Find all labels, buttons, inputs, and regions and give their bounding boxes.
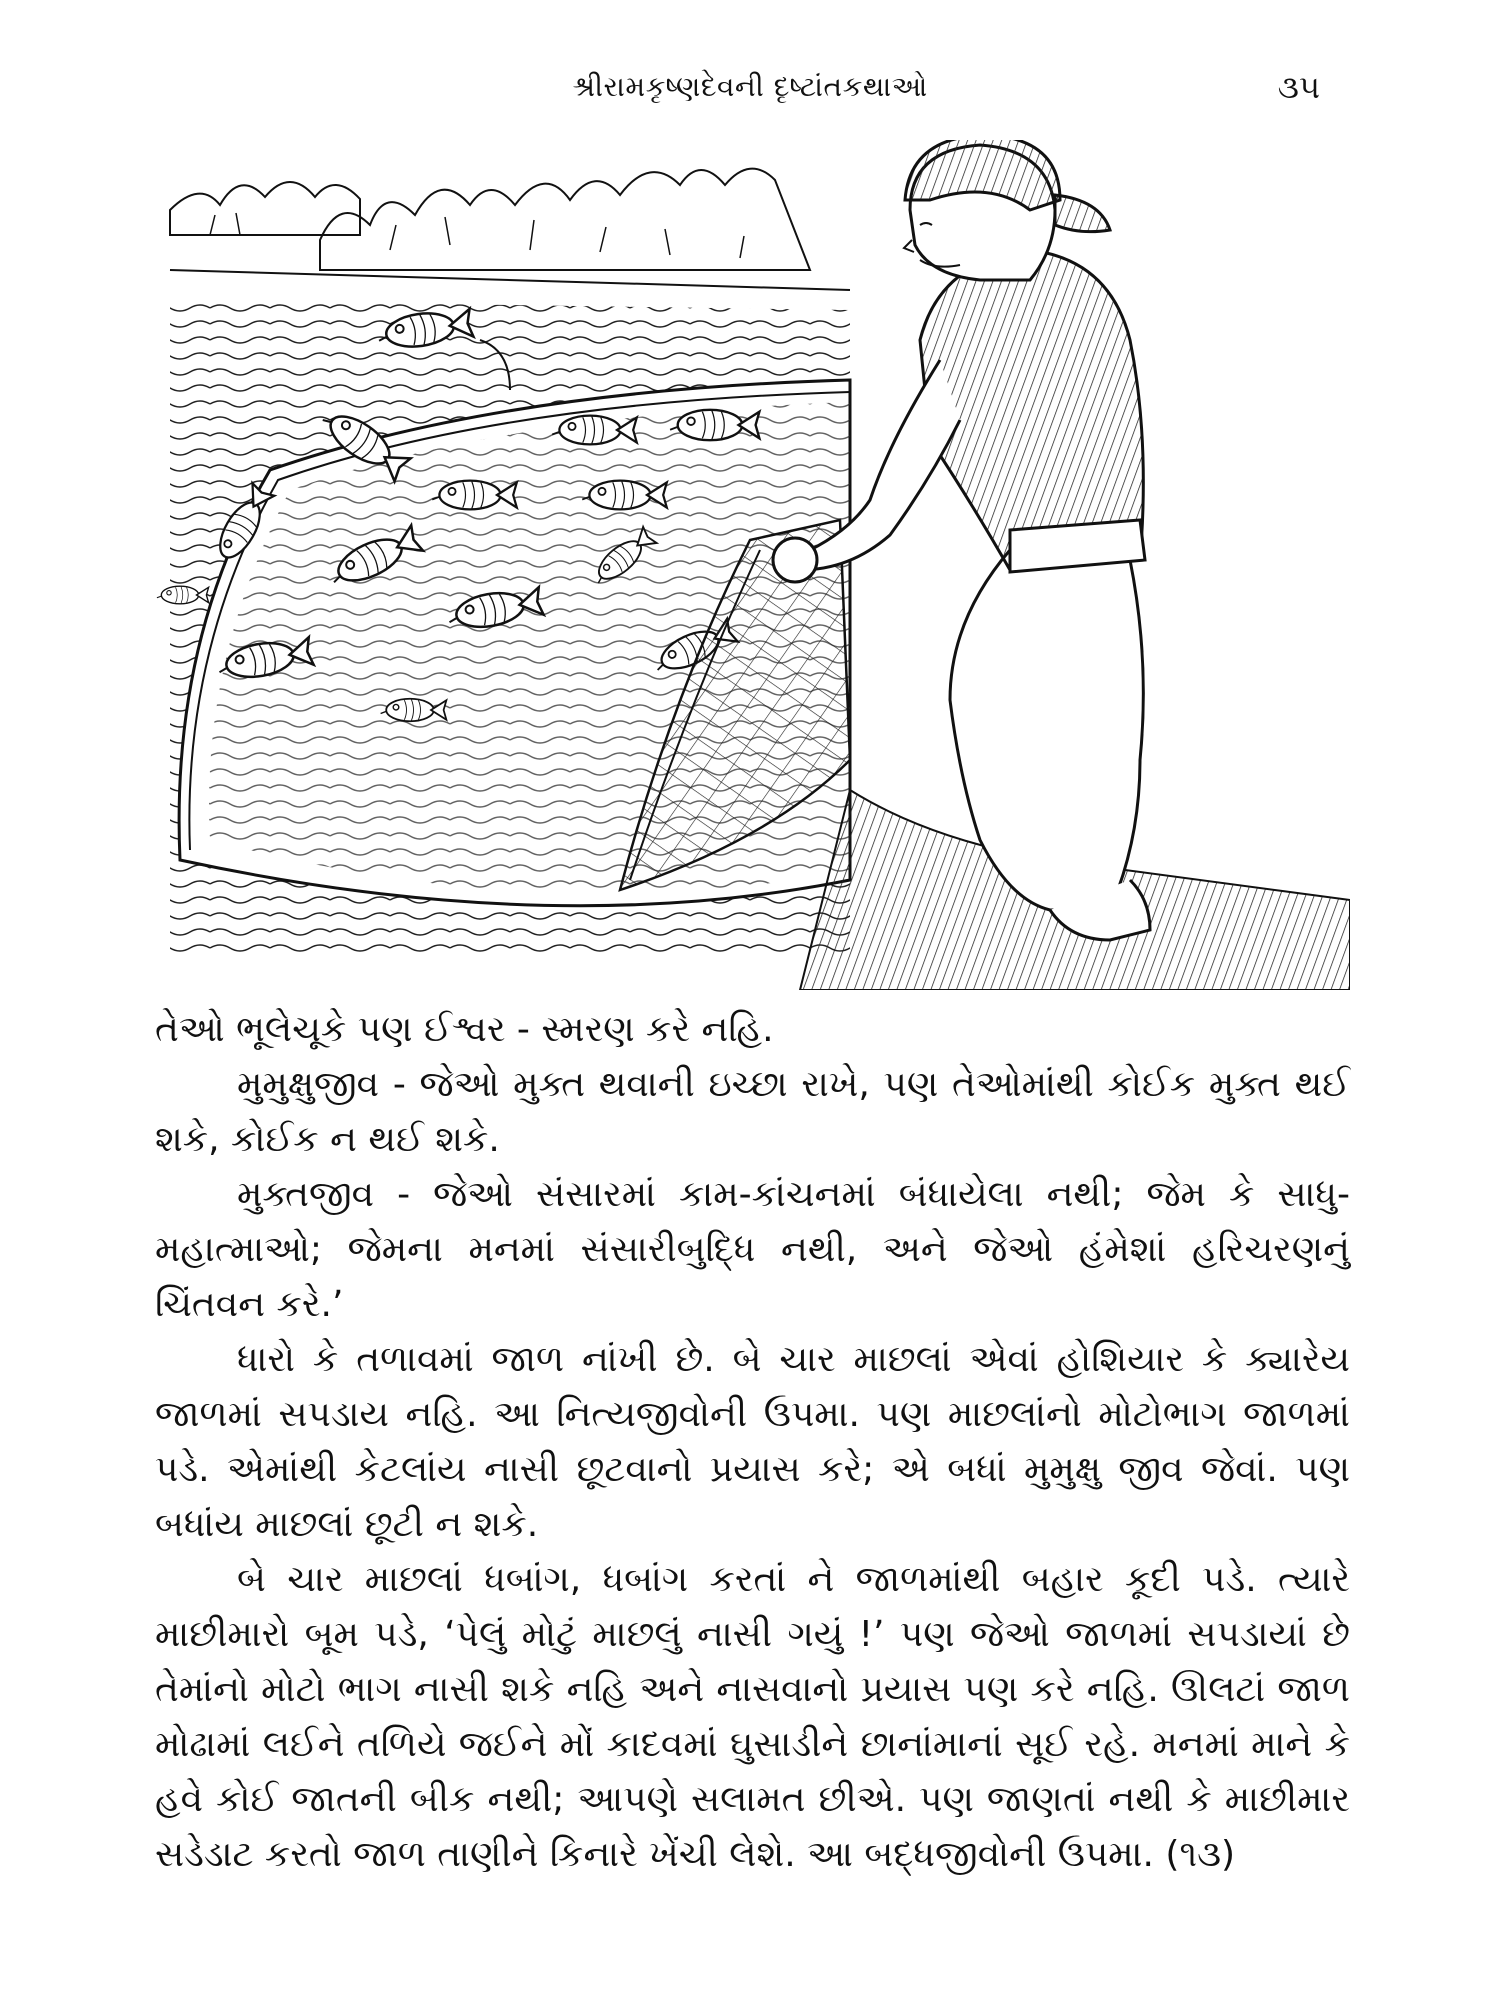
page-number: ૩૫ [1277, 68, 1320, 106]
paragraph: બે ચાર માછલાં ધબાંગ, ધબાંગ કરતાં ને જાળમાંથી બહાર કૂદી પડે. ત્યારે માછીમારો બૂમ પડે, ‘પેલું મોટું માછલું નાસી ગયું !’ પણ જેઓ જાળમાં સપડાયાં છે તેમાંનો મોટો ભાગ નાસી શકે નહિ અને નાસવાનો પ્રયાસ પણ કરે નહિ. ઊલટાં જાળ મોઢામાં લઈને તળિયે જઈને મોં કાદવમાં ઘુસાડીને છાનાંમાનાં સૂઈ રહે. મનમાં માને કે હવે કોઈ જાતની બીક નથી; આપણે સલામત છીએ. પણ જાણતાં નથી કે માછીમાર સડેડાટ કરતો જાળ તાણીને કિનારે ખેંચી લેશે. આ બદ્ધજીવોની ઉપમા. (૧૩) [155, 1559, 1350, 1875]
body-text [155, 1002, 1350, 1882]
paragraph: મુક્તજીવ - જેઓ સંસારમાં કામ-કાંચનમાં બંધાયેલા નથી; જેમ કે સાધુ-મહાત્માઓ; જેમના મનમાં સંસારીબુદ્ધિ નથી, અને જેઓ હંમેશાં હરિચરણનું ચિંતવન કરે.’ [155, 1174, 1350, 1325]
fisherman-net-illustration [150, 140, 1350, 990]
paragraph: ધારો કે તળાવમાં જાળ નાંખી છે. બે ચાર માછલાં એવાં હોશિયાર કે ક્યારેય જાળમાં સપડાય નહિ. આ નિત્યજીવોની ઉપમા. પણ માછલાંનો મોટોભાગ જાળમાં પડે. એમાંથી કેટલાંય નાસી છૂટવાનો પ્રયાસ કરે; એ બધાં મુમુક્ષુ જીવ જેવાં. પણ બધાંય માછલાં છૂટી ન શકે. [155, 1339, 1350, 1545]
paragraph: તેઓ ભૂલેચૂકે પણ ઈશ્વર - સ્મરણ કરે નહિ. [155, 1009, 774, 1050]
paragraph: મુમુક્ષુજીવ - જેઓ મુક્ત થવાની ઇચ્છા રાખે, પણ તેઓમાંથી કોઈક મુક્ત થઈ શકે, કોઈક ન થઈ શકે. [155, 1064, 1350, 1160]
running-header-title: શ્રીરામકૃષ્ણદેવની દૃષ્ટાંતકથાઓ [572, 70, 928, 103]
